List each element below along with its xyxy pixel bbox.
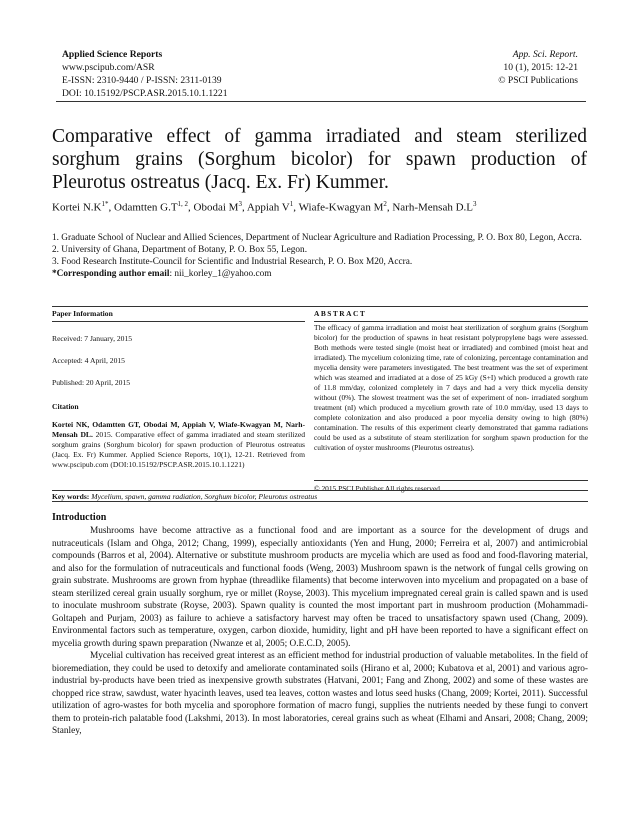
abstract-text: The efficacy of gamma irradiation and moist heat sterilization of sorghum grains (Sorghum bicolor) for the production of spawns in heat resistant polypropylene bags were assessed. Both methods were tested single (moist heat or irradiated) and combined (moist heat and irradiated). The mycelium colonizing time, rate of colonizing, percentage contamination and mycelia density were parameters investigated. The best treatment was the set of experiment which was steamed and irradiated at a dose of 25 kGy (S+I) which produced a growth rate of 11.8 mm/day, colonized completely in 7 days and had a very thick mycelia density without (0%). The slowest treatment was the set of experiment of non- irradiated sorghum treatment (nI) which produced a mycelium growth rate of 10.0 mm/day, used 13 days to complete colonization and also produced a poor mycelia density owing to high (80%) contamination. The results of this experiment clearly demonstrated that gamma radiations could be used as a substitute of steam sterilization for sorghum spawn production for the cultivation of oyster mushrooms (Pleurotus ostreatus). [314,323,588,452]
publisher: © PSCI Publications [498,75,578,86]
journal-abbreviation: App. Sci. Report. [512,49,578,60]
author-affil-sup: 3 [473,200,477,208]
author-sep: , [241,201,247,214]
corresponding-author [52,268,587,280]
keywords [52,490,588,502]
author-list [52,197,592,215]
journal-website[interactable]: www.pscipub.com/ASR [62,62,155,73]
corresponding-author-label: *Corresponding author email [52,269,170,279]
abstract [314,307,588,493]
author-sep: , [108,201,114,214]
author-name: Odamtten G.T [114,201,178,214]
journal-volume: 10 (1), 2015: 12-21 [503,62,578,73]
keywords-label: Key words: [52,492,90,501]
affiliation-1: 1. Graduate School of Nuclear and Allied Sciences, Department of Nuclear Agriculture and Radiation Processing, P. O. Box 80, Legon, Accra. [52,233,582,243]
author-sep: , [386,201,393,214]
introduction-body [52,525,588,738]
journal-citation-info [498,48,578,87]
paper-title: Comparative effect of gamma irradiated and steam sterilized sorghum grains (Sorghum bicolor) for spawn production of Pleurotus ostreatus (Jacq. Ex. Fr) Kummer. [52,126,587,193]
citation-authors: Kortei NK, Odamtten GT, Obodai M, Appiah V, Wiafe-Kwagyan M, Narh-Mensah DL. [52,420,305,439]
affiliation-3: 3. Food Research Institute-Council for Scientific and Industrial Research, P. O. Box M20, Accra. [52,257,413,267]
author-sep: , [293,201,299,214]
journal-name: Applied Science Reports [62,49,163,60]
journal-doi: DOI: 10.15192/PSCP.ASR.2015.10.1.1221 [62,88,228,99]
author-sep: , [188,201,194,214]
journal-info [62,48,228,100]
journal-header [56,46,586,102]
abstract-heading: ABSTRACT [314,307,588,322]
intro-paragraph-2: Mycelial cultivation has received great interest as an efficient method for industrial production of valuable metabolites. In the field of bioremediation, they could be used to detoxify and ameliorate contaminated soils (Hirano et al, 2000; Kubatova et al, 2001) and various agro-industrial by-products have been tried as inexpensive growth substrates (Hatvani, 2001; Fang and Zhong, 2002) and some of these wastes are chopped rice straw, sawdust, water hyacinth leaves, used tea leaves, cotton wastes and lotus seed husks (Chang, 2009; Kortei, 2011). Successful utilization of agro-wastes for both mycelia and sporophore formation of macro fungi, supplies the nutrients needed by these fungi to convert them to protein-rich palatable food (Lakshmi, 2013). In most laboratories, cereal grains such as wheat (Elhami and Ansari, 2008; Chang, 2009; Stanley, [52,651,588,736]
author-affil-sup: 1, 2 [177,200,189,208]
affiliation-2: 2. University of Ghana, Department of Botany, P. O. Box 55, Legon. [52,245,308,255]
corresponding-author-email[interactable]: : nii_korley_1@yahoo.com [169,269,272,279]
citation-heading: Citation [52,402,79,411]
keywords-list: Mycelium, spawn, gamma radiation, Sorghum bicolor, Pleurotus ostreatus [89,492,318,501]
affiliations [52,232,587,280]
copyright-notice: © 2015 PSCI Publisher All rights reserved. [314,480,588,494]
accepted-date: Accepted: 4 April, 2015 [52,356,125,365]
author-affil-sup: 1 [289,200,294,208]
journal-issn: E-ISSN: 2310-9440 / P-ISSN: 2311-0139 [62,75,222,86]
intro-paragraph-1: Mushrooms have become attractive as a functional food and are important as a source for the development of drugs and nutraceuticals (Islam and Ohga, 2012; Chang, 1999), especially antioxidants (Yen and Hung, 2000; Ferreira et al, 2007) and antimicrobial compounds (Barros et al, 2004). Alternative or substitute mushroom products are mycelia which are used as food and food-flavoring material, and also for the formulation of nutraceuticals and functional foods (Weng, 2003) Mushroom spawn is the network of fungal cells growing on grain substrate. Mushrooms are grown from hyphae (threadlike filaments) that become interwoven into mycelium and propagated on a base of steam sterilized cereal grain usually sorghum, rye or millet (Royse, 2003). This mycelium impregnated cereal grain is called spawn and is used to inoculate mushroom substrate (Royse, 2003). Spawn quality is counted the most important part in mushroom production (Mohammadi-Goltapeh and Purjam, 2003) as failure to achieve a satisfactory harvest may often be traced to unsatisfactory spawn used (Chang, 2009). Environmental factors such as temperature, oxygen, carbon dioxide, humidity, light and pH have been reported to have a significant effect on mycelia growth during spawn preparation (Nwanze et al, 2005; O.E.C.D, 2005). [52,526,588,649]
paper-information [52,307,305,470]
citation-text [52,420,305,470]
paper-info-heading: Paper Information [52,307,305,322]
author-name: Narh-Mensah D.L [392,201,474,214]
author-name: Kortei N.K [52,201,102,214]
received-date: Received: 7 January, 2015 [52,334,133,343]
author-name: Appiah V [246,201,290,214]
published-date: Published: 20 April, 2015 [52,378,131,387]
author-name: Wiafe-Kwagyan M [298,201,384,214]
introduction-heading: Introduction [52,512,107,523]
author-affil-sup: 1* [101,200,109,208]
info-abstract-box [52,306,588,502]
citation-details: 2015. Comparative effect of gamma irradiated and steam sterilized sorghum grains (Sorghum bicolor) for spawn production of Pleurotus ostreatus (Jacq. Ex. Fr) Kummer. Applied Science Reports, 10(1), 12-21. Retrieved from www.pscipub.com (DOI:10.15192/PSCP.ASR.2015.10.1.1221) [52,430,306,469]
author-affil-sup: 3 [238,200,242,208]
author-name: Obodai M [193,201,239,214]
author-affil-sup: 2 [383,200,387,208]
